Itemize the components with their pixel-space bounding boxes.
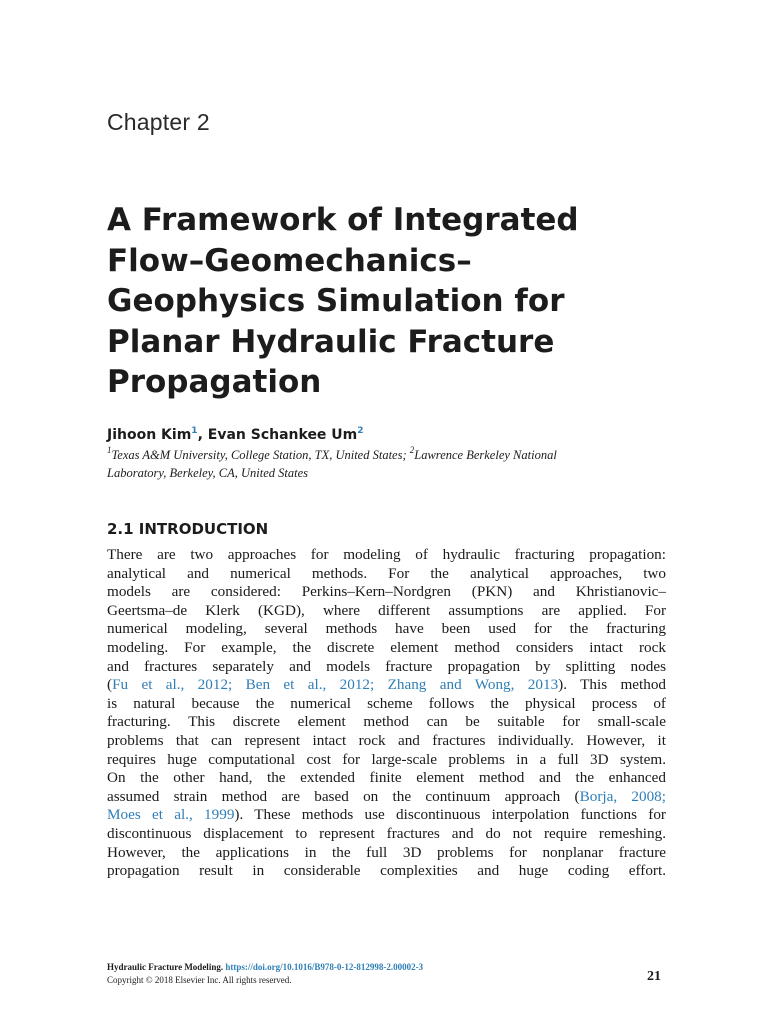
paragraph-line: [107, 844, 666, 863]
title-line: Geophysics Simulation for: [107, 283, 565, 319]
affiliation-text: Lawrence Berkeley National: [414, 448, 557, 462]
affiliation-text: Texas A&M University, College Station, TX, United States;: [111, 448, 410, 462]
chapter-title: [107, 200, 667, 403]
author-list: [107, 427, 364, 443]
page-number: 21: [647, 969, 661, 984]
paragraph-text: assumed strain method are based on the continuum approach (: [107, 787, 580, 805]
affiliation-mark: 1: [107, 445, 112, 455]
author-affiliation-mark[interactable]: 2: [357, 426, 364, 436]
author-name: Evan Schankee Um: [207, 427, 358, 443]
paragraph-text: On the other hand, the extended finite element method and the enhanced: [107, 769, 666, 787]
paragraph-line: [107, 788, 666, 807]
author-affiliation-mark[interactable]: 1: [191, 426, 198, 436]
paragraph-text: analytical and numerical methods. For the analytical approaches, two: [107, 564, 666, 582]
paragraph-line: [107, 862, 666, 881]
footer-copyright: Copyright © 2018 Elsevier Inc. All rights reserved.: [107, 975, 292, 985]
paragraph-line: [107, 751, 666, 770]
citation-link[interactable]: Fu et al., 2012; Ben et al., 2012; Zhang and Wong, 2013: [112, 676, 559, 694]
paragraph-text: problems that can represent intact rock and fractures individually. However, it: [107, 731, 666, 749]
chapter-label: Chapter 2: [107, 109, 210, 135]
paragraph-line: [107, 602, 666, 621]
paragraph-text: Geertsma–de Klerk (KGD), where different assumptions are applied. For: [107, 601, 666, 619]
paragraph-text: modeling. For example, the discrete element method considers intact rock: [107, 638, 666, 656]
paragraph-line: [107, 639, 666, 658]
author-name: Jihoon Kim: [107, 427, 192, 443]
paragraph-text: propagation result in considerable complexities and huge coding effort.: [107, 862, 666, 880]
paragraph-line: [107, 583, 666, 602]
paragraph-line: [107, 658, 666, 677]
paragraph-text: discontinuous displacement to represent fractures and do not require remeshing.: [107, 824, 666, 842]
body-paragraph: [107, 546, 666, 881]
paragraph-text: numerical modeling, several methods have been used for the fracturing: [107, 620, 666, 638]
footer-citation: [107, 962, 423, 972]
paragraph-line: [107, 695, 666, 714]
affiliations: [107, 447, 667, 482]
paragraph-text: and fractures separately and models fracture propagation by splitting nodes: [107, 657, 666, 675]
paragraph-line: [107, 769, 666, 788]
paragraph-text: fracturing. This discrete element method can be suitable for small-scale: [107, 713, 666, 731]
paragraph-line: [107, 825, 666, 844]
title-line: A Framework of Integrated: [107, 202, 579, 238]
title-line: Flow–Geomechanics–: [107, 242, 472, 279]
paragraph-text: There are two approaches for modeling of hydraulic fracturing propagation:: [107, 546, 666, 563]
paragraph-line: [107, 713, 666, 732]
paragraph-text: (: [107, 676, 113, 694]
paragraph-line: [107, 732, 666, 751]
paragraph-line: [107, 565, 666, 584]
doi-link[interactable]: https://doi.org/10.1016/B978-0-12-812998-2.00002-3: [225, 962, 424, 972]
paragraph-text: is natural because the numerical scheme follows the physical process of: [107, 694, 666, 712]
paragraph-text: requires huge computational cost for large-scale problems in a full 3D system.: [107, 750, 666, 768]
title-line: Planar Hydraulic Fracture: [107, 323, 555, 360]
affiliation-mark: 2: [409, 445, 415, 455]
footer-book-title: Hydraulic Fracture Modeling.: [107, 962, 224, 972]
author-separator: ,: [197, 427, 208, 443]
paragraph-line: [107, 676, 666, 695]
paragraph-line: [107, 806, 666, 825]
section-heading: 2.1 INTRODUCTION: [107, 520, 269, 538]
paragraph-text: models are considered: Perkins–Kern–Nordgren (PKN) and Khristianovic–: [107, 583, 666, 601]
title-line: Propagation: [107, 364, 322, 400]
affiliation-line: Laboratory, Berkeley, CA, United States: [107, 465, 309, 480]
affiliation-line: [107, 447, 667, 465]
citation-link[interactable]: Borja, 2008;: [579, 787, 666, 805]
paragraph-text: ). This method: [558, 676, 667, 694]
paragraph-text: ). These methods use discontinuous interpolation functions for: [234, 806, 666, 824]
paragraph-line: [107, 546, 666, 565]
paragraph-line: [107, 620, 666, 639]
paragraph-text: However, the applications in the full 3D problems for nonplanar fracture: [107, 843, 666, 861]
citation-link[interactable]: Moes et al., 1999: [107, 806, 235, 824]
